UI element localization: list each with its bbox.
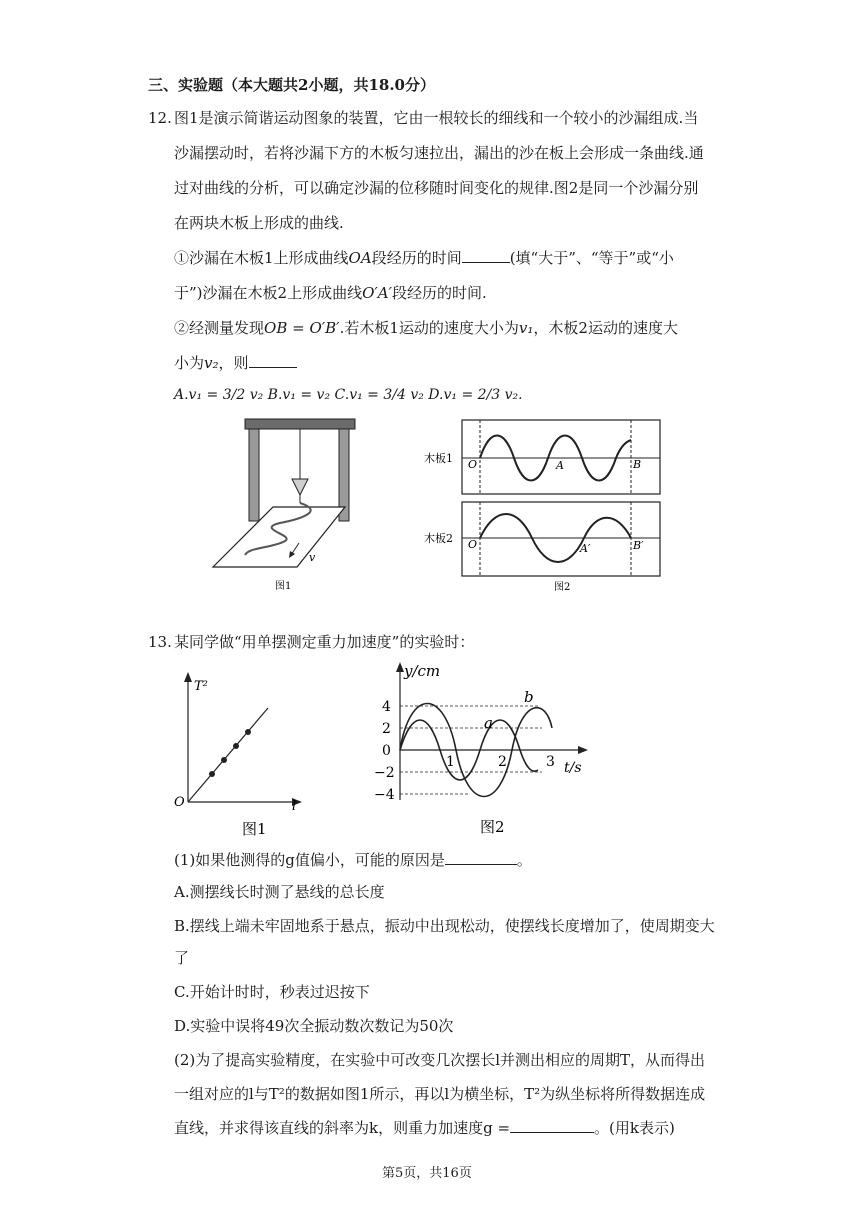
q13-part2-line1: (2)为了提高实验精度，在实验中可改变几次摆长l并测出相应的周期T，从而得出: [174, 1051, 706, 1069]
section-header: 三、实验题（本大题共2小题，共18.0分）: [148, 76, 435, 94]
q13-part2-answer-blank[interactable]: [510, 1118, 594, 1133]
q13-fig2-label-b: b: [524, 688, 534, 706]
q13-option-c: C.开始计时时，秒表过迟按下: [174, 983, 370, 1001]
q12-sub1-line2: [174, 283, 487, 303]
q12-fig2-a2-label: A′: [580, 542, 591, 555]
q13-fig2-ytick-0: 0: [382, 743, 391, 759]
q13-option-b: B.摆线上端未牢固地系于悬点，振动中出现松动，使摆线长度增加了，使周期变大: [174, 917, 715, 935]
q13-fig2-x-axis-label: t/s: [564, 760, 582, 776]
q13-part1: [174, 850, 532, 870]
q13-fig2-xtick-3: 3: [546, 754, 555, 770]
q13-fig1-x-axis-label: l: [292, 799, 297, 814]
q12-fig2-caption: 图2: [554, 582, 571, 593]
q12-line-4: 在两块木板上形成的曲线.: [174, 214, 344, 232]
q13-part1-text: (1)如果他测得的g值偏小，可能的原因是: [174, 851, 445, 869]
q13-part2-line3-b: 。(用k表示): [594, 1119, 675, 1137]
q12-figure-1: [205, 415, 365, 595]
q12-fig2-o2-label: O: [468, 538, 478, 551]
q12-sub1-text-c: (填“大于”、“等于”或“小: [509, 249, 674, 267]
q13-fig1-y-axis-label: T²: [194, 679, 208, 694]
q13-fig2-xtick-1: 1: [446, 754, 455, 770]
q12-sub2-text-a: ②经测量发现: [174, 319, 265, 337]
q13-figure-1: [170, 670, 310, 840]
q13-part2-line3-a: 直线，并求得该直线的斜率为k，则重力加速度g =: [174, 1119, 511, 1137]
q13-fig2-ytick-4: 4: [382, 699, 391, 715]
q13-option-a: A.测摆线长时测了悬线的总长度: [174, 883, 385, 901]
q12-sub2-line1: [174, 318, 678, 338]
q12-sub2-v1: v₁: [518, 319, 534, 337]
q12-sub2-text-b: .若木板1运动的速度大小为: [339, 319, 519, 337]
q12-line-3: 过对曲线的分析，可以确定沙漏的位移随时间变化的规律.图2是同一个沙漏分别: [174, 179, 699, 197]
q12-sub1-text-b: 段经历的时间: [371, 249, 462, 267]
q12-line-1: 图1是演示简谐运动图象的装置，它由一根较长的细线和一个较小的沙漏组成.当: [174, 109, 699, 127]
q13-fig1-origin-label: O: [174, 795, 185, 810]
q13-option-d: D.实验中误将49次全振动数次数记为50次: [174, 1017, 454, 1035]
q12-fig2-b-label: B: [633, 458, 642, 471]
q13-fig2-label-a: a: [484, 714, 493, 732]
q12-number: 12.: [148, 109, 172, 127]
q12-fig2-board2-label: 木板2: [424, 532, 453, 545]
q12-figure-2: [420, 418, 670, 596]
q12-sub1-line2-sym: O′A′: [362, 284, 393, 302]
q13-part2-line2: 一组对应的l与T²的数据如图1所示，再以l为横坐标，T²为纵坐标将所得数据连成: [174, 1085, 706, 1103]
q13-fig1-caption: 图1: [242, 820, 267, 838]
q13-fig2-ytick-neg4: −4: [374, 787, 395, 803]
q13-fig2-ytick-2: 2: [382, 721, 391, 737]
q12-sub1-text-a: ①沙漏在木板1上形成曲线: [174, 249, 349, 267]
q12-sub2-answer-blank[interactable]: [249, 353, 297, 368]
q12-options: A.v₁ = 3/2 v₂ B.v₁ = v₂ C.v₁ = 3/4 v₂ D.v₁ = 2/3 v₂.: [174, 387, 523, 403]
q12-sub2-eq: OB = O′B′: [264, 319, 340, 337]
q13-figure-2: [360, 658, 590, 842]
q12-sub2-text-c: ，木板2运动的速度大: [533, 319, 678, 337]
q12-fig2-board1-label: 木板1: [424, 452, 453, 465]
q12-fig2-a-label: A: [556, 459, 564, 472]
q12-sub2-v2: v₂: [204, 354, 219, 372]
q12-fig1-velocity-label: v: [309, 551, 316, 564]
q13-fig2-ytick-neg2: −2: [374, 765, 395, 781]
q12-fig2-o1-label: O: [468, 458, 478, 471]
q13-fig2-xtick-2: 2: [498, 754, 507, 770]
q13-part2-line3: [174, 1118, 675, 1138]
q12-line-2: 沙漏摆动时，若将沙漏下方的木板匀速拉出，漏出的沙在板上会形成一条曲线.通: [174, 144, 704, 162]
q12-fig2-b2-label: B′: [633, 539, 644, 552]
q12-fig1-caption: 图1: [275, 581, 292, 592]
page-footer: 第5页，共16页: [382, 1166, 472, 1181]
q12-sub2-line2-b: ，则: [218, 354, 249, 372]
q12-sub1-oa: OA: [348, 249, 372, 267]
q12-sub1-line2-a: 于”)沙漏在木板2上形成曲线: [174, 284, 363, 302]
q13-number: 13.: [148, 633, 172, 651]
q13-option-b-cont: 了: [174, 949, 190, 967]
q12-sub1-line2-b: 段经历的时间.: [392, 284, 487, 302]
q13-intro: 某同学做“用单摆测定重力加速度”的实验时：: [174, 633, 475, 651]
q12-sub1-line1: [174, 248, 674, 268]
q12-sub2-line2-a: 小为: [174, 354, 205, 372]
q13-part1-answer-blank[interactable]: [445, 850, 517, 865]
q12-sub1-answer-blank[interactable]: [462, 248, 510, 263]
q13-fig2-y-axis-label: y/cm: [404, 662, 441, 680]
q13-fig2-caption: 图2: [480, 818, 505, 836]
q12-sub2-line2: [174, 353, 297, 373]
q13-part1-end: 。: [516, 851, 532, 869]
